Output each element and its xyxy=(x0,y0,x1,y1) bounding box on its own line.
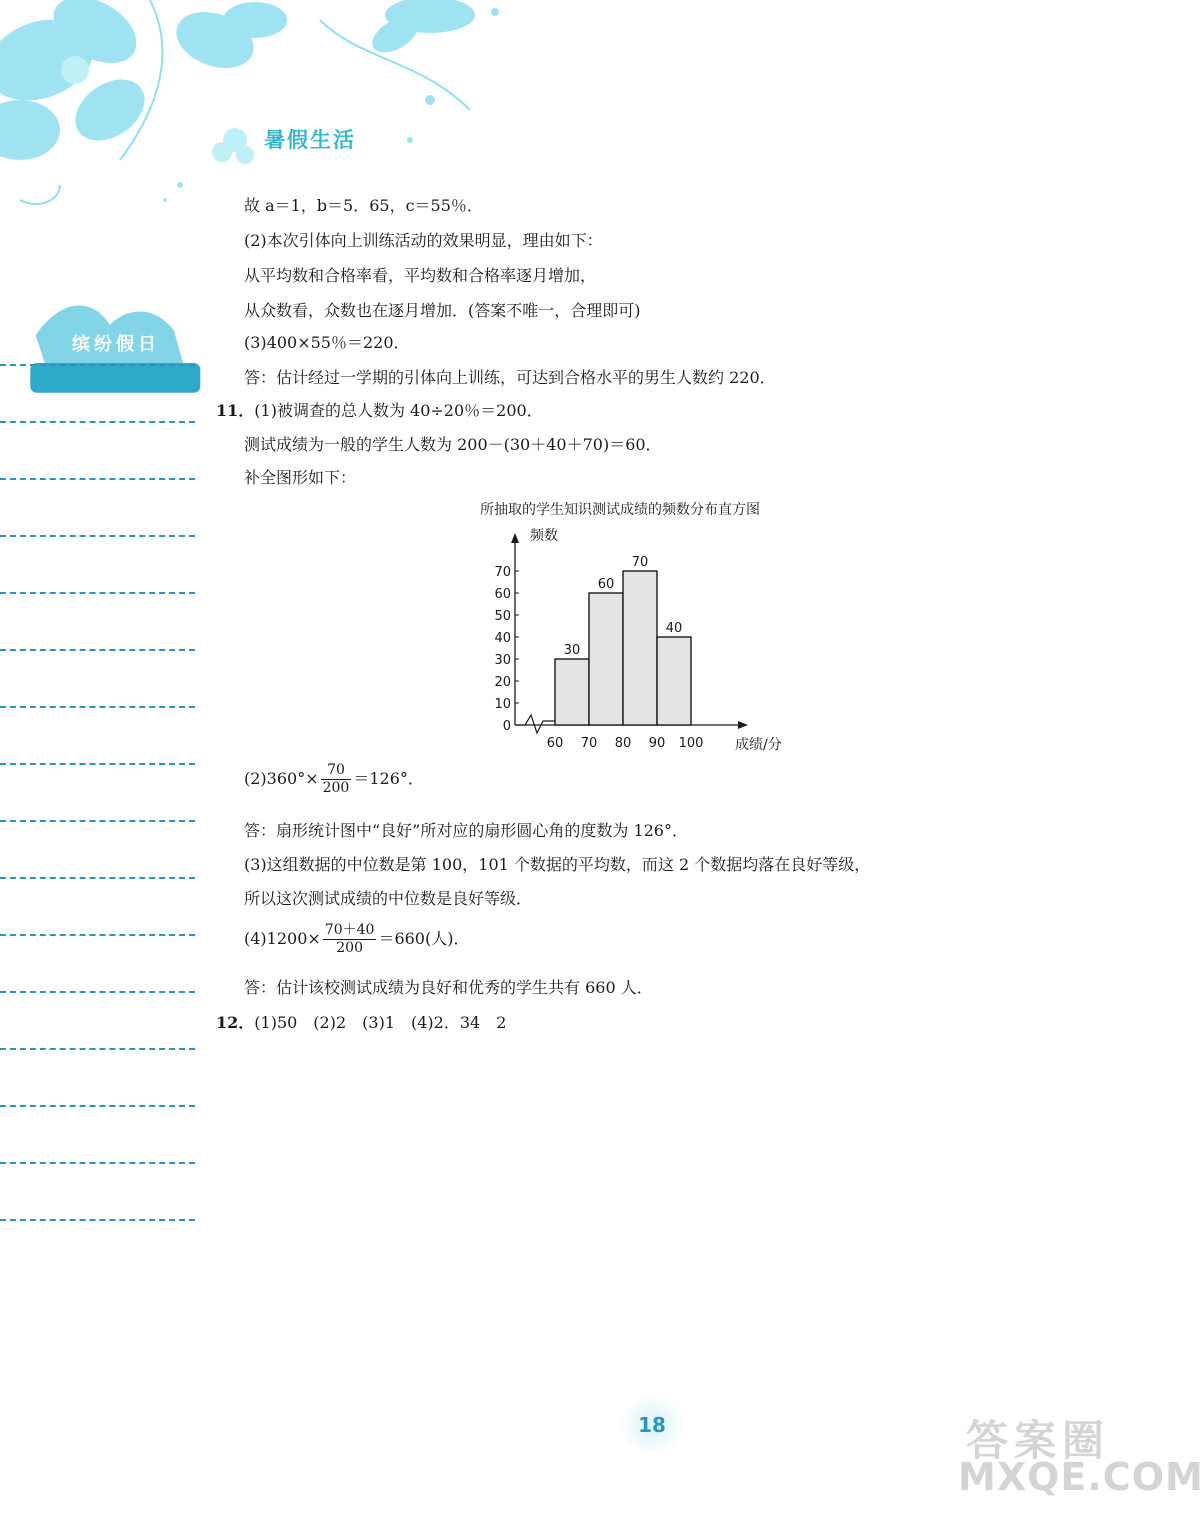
note-line xyxy=(0,706,195,763)
answer-line: 从平均数和合格率看，平均数和合格率逐月增加， xyxy=(244,266,597,285)
note-line xyxy=(0,535,195,592)
y-tick-label: 50 xyxy=(494,609,511,624)
answer-line: 答：估计该校测试成绩为良好和优秀的学生共有 660 人． xyxy=(244,978,653,997)
note-line xyxy=(0,421,195,478)
note-line xyxy=(0,991,195,1048)
answer-line: 所以这次测试成绩的中位数是良好等级． xyxy=(244,889,533,908)
watermark-logo: 答案圈 xyxy=(966,1416,1111,1465)
y-tick-label: 70 xyxy=(494,565,511,580)
y-axis-arrow xyxy=(511,533,519,543)
fraction xyxy=(323,922,377,957)
histogram-chart xyxy=(420,495,820,765)
answer-line: 答：估计经过一学期的引体向上训练，可达到合格水平的男生人数约 220． xyxy=(244,368,776,387)
answer-formula xyxy=(244,762,424,797)
x-tick-label: 70 xyxy=(580,736,598,751)
question-number: 12． xyxy=(216,1013,255,1032)
note-line xyxy=(0,478,195,535)
bar-value-label: 40 xyxy=(665,621,683,636)
answer-line: 答：扇形统计图中“良好”所对应的扇形圆心角的度数为 126°． xyxy=(244,821,688,840)
fraction-numerator: 70 xyxy=(321,762,352,780)
note-lines xyxy=(0,364,195,1276)
y-tick-label: 60 xyxy=(494,587,511,602)
note-line xyxy=(0,934,195,991)
y-tick-label: 20 xyxy=(494,675,511,690)
x-tick-label: 80 xyxy=(614,736,632,751)
answer-line: (3)这组数据的中位数是第 100，101 个数据的平均数，而这 2 个数据均落在良好等级， xyxy=(244,855,871,874)
answer-line: (1)50 (2)2 (3)1 (4)2．34 2 xyxy=(254,1013,507,1032)
histogram-bar xyxy=(589,593,623,725)
histogram-bar xyxy=(623,571,657,725)
answer-line: 测试成绩为一般的学生人数为 200－(30＋40＋70)＝60． xyxy=(244,435,662,454)
note-line xyxy=(0,1105,195,1162)
note-line xyxy=(0,1219,195,1276)
bar-value-label: 30 xyxy=(563,643,581,658)
answer-line: 故 a＝1，b＝5．65，c＝55％． xyxy=(244,196,483,215)
note-line xyxy=(0,1048,195,1105)
fraction-denominator: 200 xyxy=(322,780,350,796)
bar-value-label: 70 xyxy=(631,555,649,570)
watermark-url: MXQE.COM xyxy=(958,1455,1204,1499)
chart-title: 所抽取的学生知识测试成绩的频数分布直方图 xyxy=(480,502,760,518)
badge-label: 缤纷假日 xyxy=(72,334,160,355)
header-title: 暑假生活 xyxy=(264,128,356,152)
note-line xyxy=(0,364,195,421)
y-axis-label: 频数 xyxy=(530,528,558,544)
fraction-numerator: 70＋40 xyxy=(324,922,375,938)
x-axis-arrow xyxy=(738,721,748,729)
question-12 xyxy=(216,1010,506,1033)
note-line xyxy=(0,763,195,820)
x-axis-label: 成绩/分 xyxy=(735,737,782,753)
y-tick-label: 40 xyxy=(494,631,511,646)
y-tick-label: 0 xyxy=(502,719,511,734)
y-tick-label: 10 xyxy=(494,697,511,712)
note-line xyxy=(0,1162,195,1219)
bar-value-label: 60 xyxy=(597,577,615,592)
fraction xyxy=(321,762,352,797)
formula-text: ＝660(人)． xyxy=(378,929,470,948)
answer-line: (1)被调查的总人数为 40÷20％＝200． xyxy=(254,401,543,420)
question-number: 11． xyxy=(216,401,255,420)
answer-line: (2)本次引体向上训练活动的效果明显，理由如下： xyxy=(244,231,603,250)
question-11 xyxy=(216,398,543,421)
formula-text: (2)360°× xyxy=(244,769,319,788)
note-line xyxy=(0,820,195,877)
histogram-bar xyxy=(555,659,589,725)
formula-text: ＝126°． xyxy=(353,769,424,788)
fraction-denominator: 200 xyxy=(336,940,363,956)
histogram-bar xyxy=(657,637,691,725)
page-number: 18 xyxy=(638,1413,666,1437)
formula-text: (4)1200× xyxy=(244,929,321,948)
note-line xyxy=(0,877,195,934)
x-tick-label: 90 xyxy=(648,736,666,751)
answer-line: 补全图形如下： xyxy=(244,468,357,487)
x-tick-label: 100 xyxy=(678,736,704,751)
note-line xyxy=(0,649,195,706)
x-tick-label: 60 xyxy=(546,736,564,751)
note-line xyxy=(0,592,195,649)
axis-break xyxy=(515,715,555,733)
answer-line: (3)400×55％＝220． xyxy=(244,333,410,352)
answer-line: 从众数看，众数也在逐月增加．(答案不唯一，合理即可) xyxy=(244,301,641,320)
y-tick-label: 30 xyxy=(494,653,511,668)
answer-formula xyxy=(244,922,469,957)
